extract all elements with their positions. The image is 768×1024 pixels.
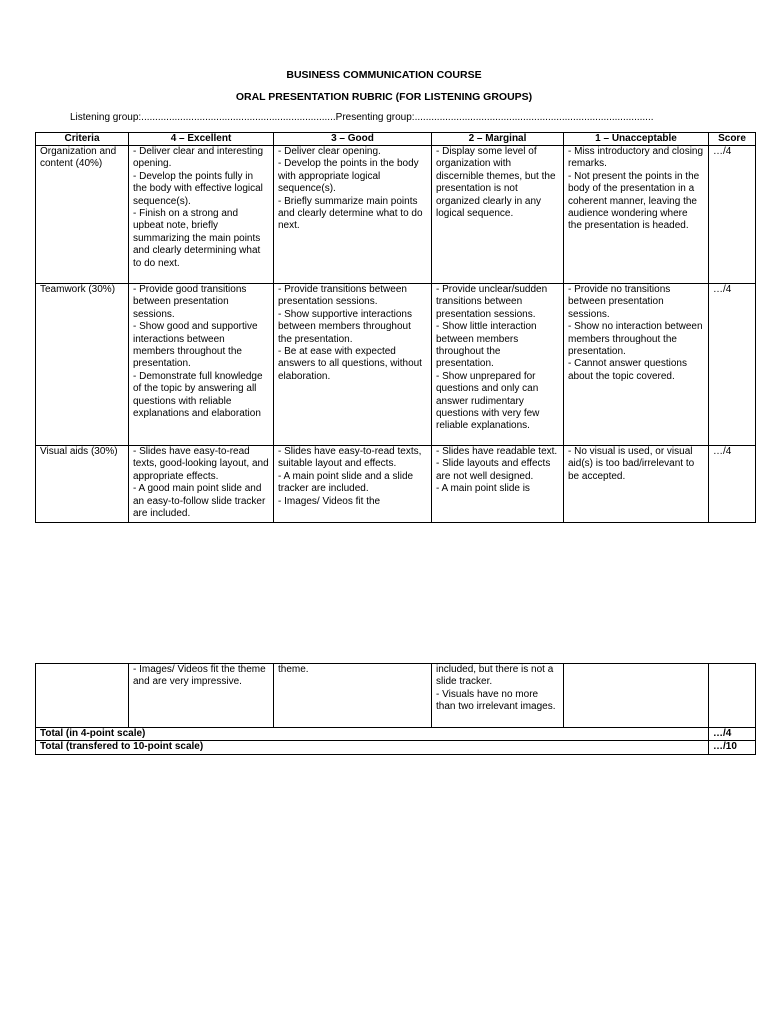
- marginal-cell: [432, 664, 564, 728]
- cell-line: - Be at ease with expected answers to all questions, without elaboration.: [278, 346, 422, 382]
- cell-line: - Slide layouts and effects are not well designed.: [436, 458, 551, 482]
- unacceptable-cell: [564, 146, 709, 284]
- total-row: [36, 741, 756, 754]
- cell-line: - Develop the points in the body with appropriate logical sequence(s).: [278, 158, 419, 195]
- criteria-cell: Organization and content (40%): [36, 146, 129, 284]
- cell-line: - Slides have easy-to-read texts, suitable layout and effects.: [278, 446, 422, 470]
- column-header: 4 – Excellent: [129, 133, 274, 146]
- excellent-cell: [129, 284, 274, 446]
- good-cell: [274, 446, 432, 523]
- cell-line: theme.: [278, 664, 309, 675]
- column-header: Criteria: [36, 133, 129, 146]
- score-cell: …/4: [709, 284, 756, 446]
- cell-line: - Cannot answer questions about the topic covered.: [568, 358, 687, 382]
- score-cell: …/4: [709, 146, 756, 284]
- marginal-cell: [432, 146, 564, 284]
- total-label: Total (in 4-point scale): [36, 728, 709, 741]
- cell-line: - Provide unclear/sudden transitions between presentation sessions.: [436, 284, 548, 320]
- rubric-table: [35, 132, 756, 523]
- cell-line: - Finish on a strong and upbeat note, briefly summarizing the main points and clearly determining what to do next.: [133, 208, 261, 269]
- table-row: [36, 284, 756, 446]
- excellent-cell: [129, 664, 274, 728]
- score-cell: …/4: [709, 446, 756, 523]
- cell-line: - No visual is used, or visual aid(s) is too bad/irrelevant to be accepted.: [568, 446, 695, 482]
- table-row: [36, 446, 756, 523]
- cell-line: - Briefly summarize main points and clearly determine what to do next.: [278, 195, 423, 232]
- cell-line: - Display some level of organization with discernible themes, but the presentation is not organized clearly in any logical sequence.: [436, 146, 556, 220]
- cell-line: - Develop the points fully in the body with effective logical sequence(s).: [133, 170, 263, 207]
- cell-line: - Slides have easy-to-read texts, good-looking layout, and appropriate effects.: [133, 446, 269, 482]
- cell-line: - Show supportive interactions between members throughout the presentation.: [278, 308, 412, 345]
- total-score: …/10: [709, 741, 756, 754]
- good-cell: [274, 146, 432, 284]
- total-label: Total (transfered to 10-point scale): [36, 741, 709, 754]
- good-cell: [274, 284, 432, 446]
- cell-line: - Deliver clear and interesting opening.: [133, 146, 264, 170]
- excellent-cell: [129, 146, 274, 284]
- cell-line: - Not present the points in the body of the presentation in a coherent manner, leaving the audience wondering where the presentation is headed.: [568, 170, 700, 232]
- excellent-cell: [129, 446, 274, 523]
- cell-line: - Slides have readable text.: [436, 446, 558, 457]
- rubric-table-continued: [35, 663, 756, 755]
- cell-line: included, but there is not a slide tracker.: [436, 664, 554, 688]
- cell-line: - Deliver clear opening.: [278, 146, 381, 157]
- document-subtitle: ORAL PRESENTATION RUBRIC (FOR LISTENING GROUPS): [235, 91, 533, 103]
- criteria-cell: [36, 664, 129, 728]
- cell-line: - A main point slide and a slide tracker are included.: [278, 470, 414, 495]
- cell-line: - Miss introductory and closing remarks.: [568, 146, 704, 170]
- cell-line: - Images/ Videos fit the theme and are very impressive.: [133, 664, 266, 688]
- cell-line: - Provide good transitions between presentation sessions.: [133, 284, 247, 320]
- document-title: BUSINESS COMMUNICATION COURSE: [286, 69, 482, 81]
- total-row: [36, 728, 756, 741]
- unacceptable-cell: [564, 664, 709, 728]
- cell-line: - Images/ Videos fit the: [278, 495, 381, 507]
- table-row: [36, 664, 756, 728]
- cell-line: - Demonstrate full knowledge of the topic by answering all questions with reliable explanations and elaboration: [133, 370, 263, 420]
- marginal-cell: [432, 446, 564, 523]
- cell-line: - Show unprepared for questions and only can answer rudimentary questions with very few reliable explanations.: [436, 370, 540, 432]
- column-header: 2 – Marginal: [432, 133, 564, 146]
- cell-line: - Show no interaction between members throughout the presentation.: [568, 321, 703, 358]
- unacceptable-cell: [564, 446, 709, 523]
- group-fill-line: Listening group:......................................................................Presenting group:......................................................................................: [70, 112, 654, 123]
- unacceptable-cell: [564, 284, 709, 446]
- column-header: 3 – Good: [274, 133, 432, 146]
- column-header: Score: [709, 133, 756, 146]
- criteria-cell: Visual aids (30%): [36, 446, 129, 523]
- total-score: …/4: [709, 728, 756, 741]
- cell-line: - Provide transitions between presentation sessions.: [278, 284, 407, 308]
- cell-line: - A main point slide is: [436, 483, 530, 495]
- table-row: [36, 146, 756, 284]
- table-header-row: [36, 133, 756, 146]
- cell-line: - Show good and supportive interactions between members throughout the presentation.: [133, 321, 258, 370]
- criteria-cell: Teamwork (30%): [36, 284, 129, 446]
- column-header: 1 – Unacceptable: [564, 133, 709, 146]
- cell-line: - Visuals have no more than two irrelevant images.: [436, 688, 556, 713]
- score-cell: [709, 664, 756, 728]
- cell-line: - A good main point slide and an easy-to-follow slide tracker are included.: [133, 483, 266, 520]
- cell-line: - Show little interaction between members throughout the presentation.: [436, 321, 537, 370]
- marginal-cell: [432, 284, 564, 446]
- cell-line: - Provide no transitions between presentation sessions.: [568, 284, 671, 320]
- good-cell: [274, 664, 432, 728]
